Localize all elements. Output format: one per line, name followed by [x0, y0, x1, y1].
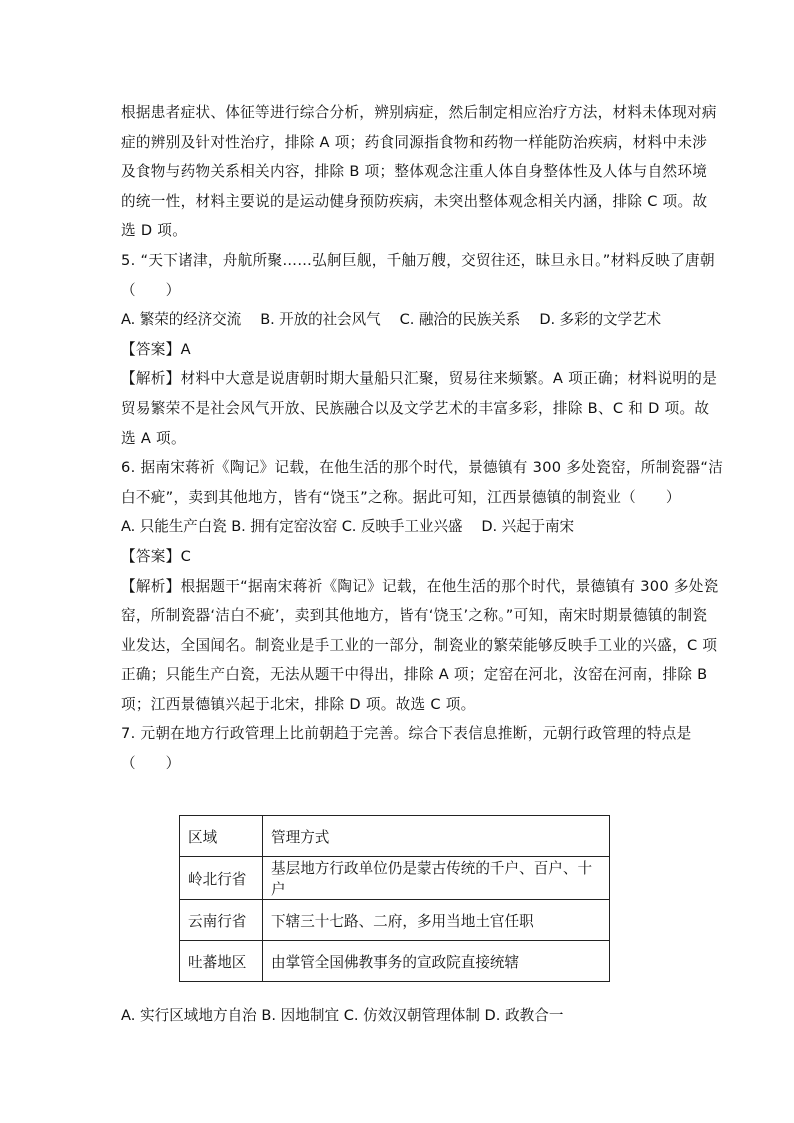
table-cell-method: 下辖三十七路、二府，多用当地土官任职: [263, 900, 610, 941]
table-cell-region: 岭北行省: [180, 857, 263, 900]
q5-answer: 【答案】A: [121, 340, 191, 358]
q6-options: A. 只能生产白瓷 B. 拥有定窑汝窑 C. 反映手工业兴盛 D. 兴起于南宋: [121, 518, 575, 536]
document-body: [121, 98, 724, 779]
q6-analysis-line: 窑，所制瓷器‘洁白不疵’，卖到其他地方，皆有‘饶玉’之称。”可知，南宋时期景德镇的制瓷: [121, 607, 708, 625]
q7-stem-line: （ ）: [121, 755, 181, 773]
q6-stem-line: 6. 据南宋蒋祈《陶记》记载，在他生活的那个时代，景德镇有 300 多处瓷窑，所制瓷器“洁: [121, 459, 724, 477]
table-cell-method: 基层地方行政单位仍是蒙古传统的千户、百户、十户: [263, 857, 610, 900]
q6-analysis-line: 业发达，全国闻名。制瓷业是手工业的一部分，制瓷业的繁荣能够反映手工业的兴盛，C 项: [121, 636, 718, 654]
intro-line: 及食物与药物关系相关内容，排除 B 项；整体观念注重人体自身整体性及人体与自然环境: [121, 163, 708, 181]
table-header-cell: 管理方式: [263, 816, 610, 857]
q5-analysis-line: 选 A 项。: [121, 429, 186, 447]
q5-stem-line: 5. “天下诸津，舟航所聚……弘舸巨舰，千舳万艘，交贸往还，昧旦永日。”材料反映了唐朝: [121, 251, 715, 269]
table-row: [180, 857, 610, 900]
intro-line: 症的辨别及针对性治疗，排除 A 项；药食同源指食物和药物一样能防治疾病，材料中未涉: [121, 133, 708, 151]
intro-line: 根据患者症状、体征等进行综合分析，辨别病症，然后制定相应治疗方法，材料未体现对病: [121, 104, 717, 121]
table-row: [180, 900, 610, 941]
table-cell-method: 由掌管全国佛教事务的宣政院直接统辖: [263, 941, 610, 982]
table-header-cell: 区域: [180, 816, 263, 857]
administration-table: [179, 815, 610, 982]
q6-analysis-line: 正确；只能生产白瓷，无法从题干中得出，排除 A 项；定窑在河北，汝窑在河南，排除 B: [121, 666, 708, 684]
q6-answer: 【答案】C: [121, 547, 192, 565]
intro-line: 的统一性，材料主要说的是运动健身预防疾病，未突出整体观念相关内涵，排除 C 项。故: [121, 192, 708, 210]
table-header-row: [180, 816, 610, 857]
q5-options: A. 繁荣的经济交流 B. 开放的社会风气 C. 融洽的民族关系 D. 多彩的文学艺术: [121, 311, 662, 329]
q7-options: A. 实行区域地方自治 B. 因地制宜 C. 仿效汉朝管理体制 D. 政教合一: [121, 1006, 564, 1024]
q6-analysis-line: 【解析】根据题干“据南宋蒋祈《陶记》记载，在他生活的那个时代，景德镇有 300 多处瓷: [121, 577, 719, 595]
q5-stem-line: （ ）: [121, 281, 181, 299]
table-row: [180, 941, 610, 982]
q7-stem-line: 7. 元朝在地方行政管理上比前朝趋于完善。综合下表信息推断，元朝行政管理的特点是: [121, 725, 692, 743]
intro-line: 选 D 项。: [121, 222, 188, 240]
q5-analysis-line: 贸易繁荣不是社会风气开放、民族融合以及文学艺术的丰富多彩，排除 B、C 和 D 项。故: [121, 399, 710, 417]
q5-analysis-line: 【解析】材料中大意是说唐朝时期大量船只汇聚，贸易往来频繁。A 项正确；材料说明的是: [121, 370, 718, 388]
table-cell-region: 吐蕃地区: [180, 941, 263, 982]
q6-analysis-line: 项；江西景德镇兴起于北宋，排除 D 项。故选 C 项。: [121, 695, 476, 713]
table-cell-region: 云南行省: [180, 900, 263, 941]
q6-stem-line: 白不疵”，卖到其他地方，皆有“饶玉”之称。据此可知，江西景德镇的制瓷业（ ）: [121, 488, 681, 506]
